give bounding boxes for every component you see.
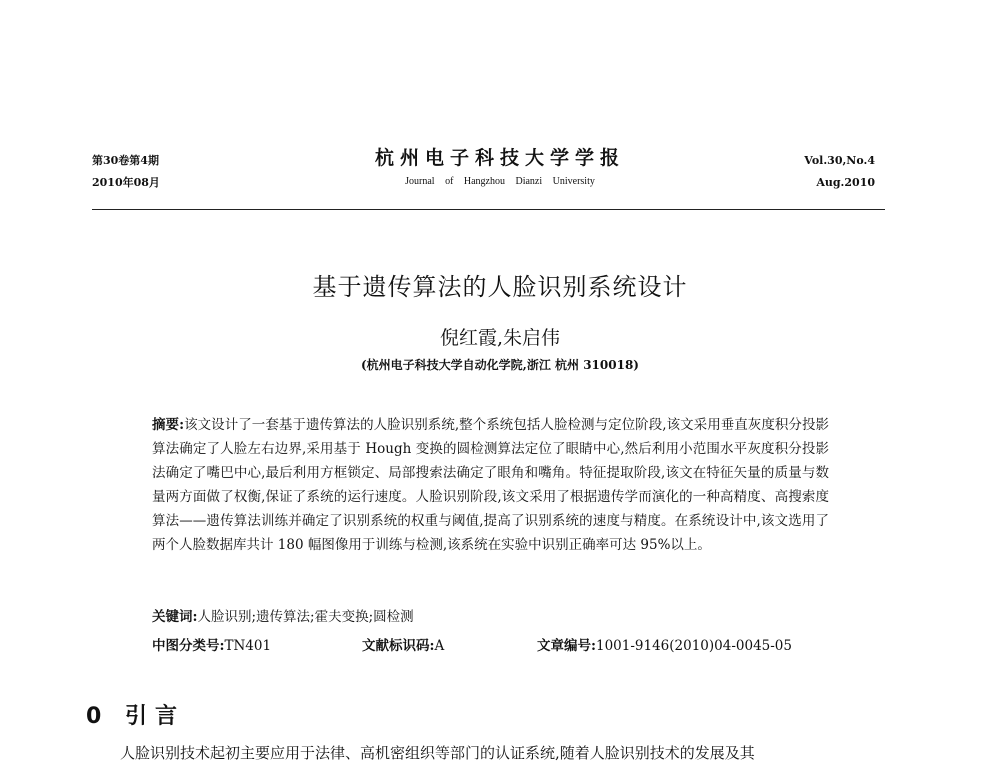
- clc-number: [152, 634, 271, 654]
- journal-title-cn: 杭州电子科技大学学报: [374, 147, 625, 169]
- date-cn: 2010年08月: [92, 176, 160, 189]
- section-number: 0: [86, 704, 110, 729]
- doc-code-label: 文献标识码:: [362, 638, 435, 654]
- journal-title-en: Journal of Hangzhou Dianzi University: [405, 176, 595, 187]
- header-right: [804, 150, 875, 194]
- article-number-value: 1001-9146(2010)04-0045-05: [595, 638, 792, 654]
- header-center: [300, 143, 700, 187]
- date-en: Aug.2010: [816, 176, 875, 189]
- keywords-label: 关键词:: [152, 609, 198, 625]
- abstract: [152, 413, 829, 557]
- section-heading: [86, 699, 185, 730]
- article-authors: 倪红霞,朱启伟: [439, 327, 561, 349]
- clc-label: 中图分类号:: [152, 638, 225, 654]
- keywords: [152, 605, 414, 625]
- section-body-first-line: 人脸识别技术起初主要应用于法律、高机密组织等部门的认证系统,随着人脸识别技术的发展及其: [120, 744, 755, 762]
- article-affiliation: (杭州电子科技大学自动化学院,浙江 杭州 310018): [361, 358, 639, 372]
- header-rule: [92, 209, 885, 210]
- header-left: [92, 150, 160, 194]
- document-code: [362, 634, 444, 654]
- article-number-label: 文章编号:: [537, 638, 596, 654]
- abstract-label: 摘要:: [152, 417, 185, 433]
- article-number: [537, 634, 792, 654]
- clc-value: TN401: [224, 638, 272, 654]
- section-title: 引言: [124, 704, 185, 729]
- keywords-text: 人脸识别;遗传算法;霍夫变换;圆检测: [197, 609, 414, 625]
- abstract-text: 该文设计了一套基于遗传算法的人脸识别系统,整个系统包括人脸检测与定位阶段,该文采用垂直灰度积分投影算法确定了人脸左右边界,采用基于 Hough 变换的圆检测算法定位了眼睛中心,然后利用小范围水平灰度积分投影法确定了嘴巴中心,最后利用方框锁定、局部搜索法确定了眼角和嘴角。特征提取阶段,该文在特征矢量的质量与数量两方面做了权衡,保证了系统的运行速度。人脸识别阶段,该文采用了根据遗传学而演化的一种高精度、高搜索度算法——遗传算法训练并确定了识别系统的权重与阈值,提高了识别系统的速度与精度。在系统设计中,该文选用了两个人脸数据库共计 180 幅图像用于训练与检测,该系统在实验中识别正确率可达 95%以上。: [152, 417, 829, 553]
- article-title: 基于遗传算法的人脸识别系统设计: [312, 273, 688, 301]
- doc-code-value: A: [434, 638, 445, 654]
- volume-issue-en: Vol.30,No.4: [804, 154, 875, 167]
- volume-issue-cn: 第30卷第4期: [92, 154, 159, 167]
